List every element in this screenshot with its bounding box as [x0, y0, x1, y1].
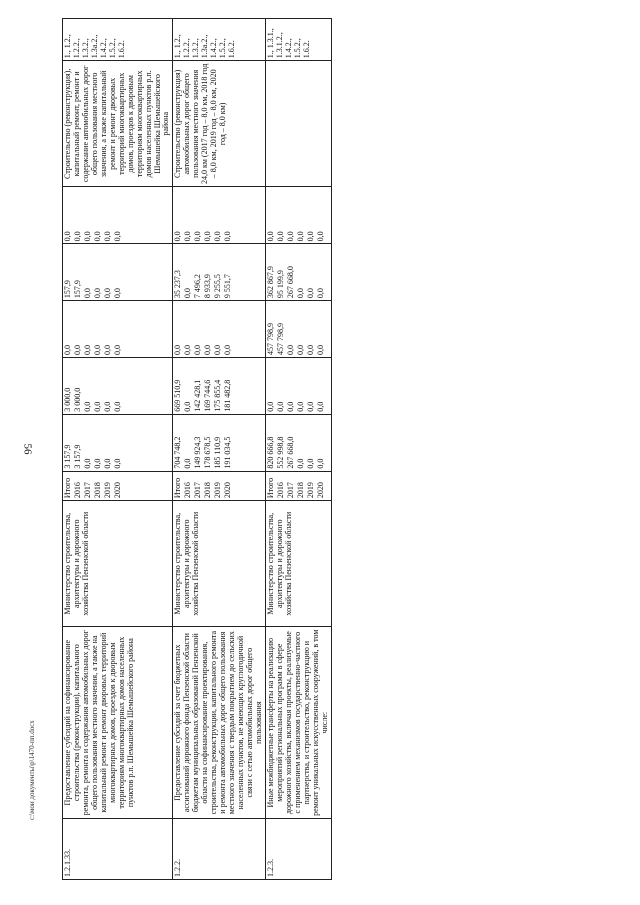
amount-value: 0,0: [305, 231, 315, 242]
expected-result: Строительство (реконструкция), капитальный ремонт, ремонт и содержание автомобильных дорог общего пользования местного значения, а также капитальный ремонт и ремонт дворовых территорий многоквартирных домов, проездов к дворовым территориям многоквартирных домов населенных пунктов р.п. Шемышейка Шемышейского района: [63, 61, 173, 187]
measure-code: 1.2.1.33.: [63, 818, 173, 879]
amount-value: 169 744,6: [203, 379, 213, 412]
amount-value: 0,0: [103, 401, 112, 412]
expected-result: Строительство (реконструкция) автомобильных дорог общего пользования местного значения 24,0 км (2017 год – 8,0 км, 2018 год – 8,0 км, 2019 год – 8,0 км, 2020 год – 8,0 км): [173, 61, 266, 187]
amount-value: 0,0: [193, 344, 203, 355]
amount-value: 0,0: [183, 231, 193, 242]
amount-cell: [265, 357, 331, 414]
amount-value: 0,0: [113, 458, 122, 469]
amount-value: 3 000,0: [73, 387, 82, 412]
amount-cell: [265, 187, 331, 244]
amount-value: 178 678,5: [203, 436, 213, 469]
amount-value: 0,0: [305, 344, 315, 355]
amount-value: 0,0: [83, 288, 92, 299]
indicator-link: 1., 1.2., 1.2.2., 1.3.2., 1.3а.2., 1.4.2., 1.5.2., 1.6.2.: [173, 19, 266, 61]
year-label: 2020: [113, 482, 122, 499]
amount-value: 267 668,0: [285, 436, 295, 469]
amount-value: 0,0: [73, 231, 82, 242]
amount-value: 0,0: [285, 344, 295, 355]
executor: Министерство строительства, архитектуры и дорожного хозяйства Пензенской области: [265, 501, 331, 627]
amount-value: 0,0: [93, 401, 102, 412]
amount-value: 0,0: [83, 401, 92, 412]
expected-result: [265, 61, 331, 187]
year-label: 2018: [203, 482, 213, 499]
year-label: 2017: [83, 482, 92, 499]
amount-value: 362 867,9: [265, 266, 275, 299]
amount-value: 0,0: [315, 401, 325, 412]
table-body: [63, 19, 332, 880]
amount-cell: [173, 301, 266, 358]
measure-code: 1.2.2.: [173, 818, 266, 879]
amount-value: 0,0: [83, 231, 92, 242]
amount-value: 191 034,5: [223, 436, 233, 469]
years-cell: [173, 471, 266, 500]
amount-value: 0,0: [295, 401, 305, 412]
year-label: 2016: [73, 482, 82, 499]
amount-value: 0,0: [113, 231, 122, 242]
table-row: [265, 19, 331, 880]
amount-value: 0,0: [275, 231, 285, 242]
year-label: 2020: [223, 482, 233, 499]
amount-value: 0,0: [183, 344, 193, 355]
year-label: 2016: [183, 482, 193, 499]
year-label: 2019: [103, 482, 112, 499]
amount-value: 0,0: [295, 231, 305, 242]
amount-cell: [63, 301, 173, 358]
year-label: 2019: [213, 482, 223, 499]
measure-name: Предоставление субсидий за счет бюджетных ассигнований дорожного фонда Пензенской области бюджетам муниципальных образований Пензенской области на софинансирование проектирования, строительства, реконструкции, капитального ремонта и ремонта автомобильных дорог общего пользования местного значения с твердым покрытием до сельских населенных пунктов, не имеющих круглогодичной связи с сетью автомобильных дорог общего пользования: [173, 627, 266, 819]
executor: Министерство строительства, архитектуры и дорожного хозяйства Пензенской области: [173, 501, 266, 627]
years-cell: [63, 471, 173, 500]
amount-value: 3 157,9: [63, 444, 72, 469]
year-label: Итого: [173, 477, 183, 499]
amount-value: 8 933,9: [203, 274, 213, 299]
amount-value: 9 255,5: [213, 274, 223, 299]
file-path-footer: c:\мои документы\p\1470-пп.docx: [28, 720, 36, 820]
amount-value: 185 110,9: [213, 436, 223, 469]
measure-name: Иные межбюджетные трансферты на реализацию мероприятий региональных программ в сфере дорожного хозяйства, включая проекты, реализуемые с применением механизмов государственно-частного партнерства, и строительство, реконструкцию и ремонт уникальных искусственных сооружений, в том числе:: [265, 627, 331, 819]
table-row: [63, 19, 173, 880]
amount-value: 0,0: [93, 288, 102, 299]
amount-value: 0,0: [203, 231, 213, 242]
year-label: 2018: [93, 482, 102, 499]
amount-value: 157,9: [73, 280, 82, 299]
amount-value: 0,0: [203, 344, 213, 355]
amount-value: 0,0: [213, 231, 223, 242]
amount-value: 0,0: [113, 344, 122, 355]
year-label: 2018: [295, 482, 305, 499]
amount-value: 0,0: [295, 458, 305, 469]
amount-value: 0,0: [285, 401, 295, 412]
amount-value: 669 510,9: [173, 379, 183, 412]
amount-value: 181 482,8: [223, 379, 233, 412]
amount-value: 157,9: [63, 280, 72, 299]
measures-table: [62, 18, 332, 880]
amount-value: 0,0: [295, 288, 305, 299]
amount-value: 457 798,9: [275, 322, 285, 355]
amount-value: 0,0: [223, 231, 233, 242]
amount-value: 0,0: [315, 231, 325, 242]
amount-value: 820 666,8: [265, 436, 275, 469]
amount-value: 267 668,0: [285, 266, 295, 299]
year-label: 2020: [315, 482, 325, 499]
table-row: [173, 19, 266, 880]
amount-value: 3 157,9: [73, 444, 82, 469]
amount-value: 95 199,9: [275, 270, 285, 299]
page-number: 56: [21, 443, 34, 455]
amount-cell: [265, 244, 331, 301]
amount-value: 0,0: [103, 458, 112, 469]
executor: Министерство строительства, архитектуры и дорожного хозяйства Пензенской области: [63, 501, 173, 627]
indicator-link: 1., 1.2., 1.2.2., 1.3.2., 1.3а.2., 1.4.2., 1.5.2., 1.6.2.: [63, 19, 173, 61]
amount-cell: [63, 357, 173, 414]
year-label: 2017: [193, 482, 203, 499]
amount-cell: [173, 244, 266, 301]
amount-value: 0,0: [183, 288, 193, 299]
amount-value: 0,0: [305, 458, 315, 469]
amount-value: 0,0: [295, 344, 305, 355]
amount-value: 149 924,3: [193, 436, 203, 469]
amount-value: 0,0: [93, 344, 102, 355]
amount-value: 0,0: [265, 231, 275, 242]
amount-cell: [265, 301, 331, 358]
amount-value: 457 798,9: [265, 322, 275, 355]
amount-value: 35 237,3: [173, 270, 183, 299]
amount-value: 0,0: [265, 401, 275, 412]
amount-value: 0,0: [275, 401, 285, 412]
amount-value: 0,0: [73, 344, 82, 355]
year-label: 2017: [285, 482, 295, 499]
amount-value: 0,0: [305, 401, 315, 412]
amount-value: 0,0: [173, 344, 183, 355]
amount-value: 9 551,7: [223, 274, 233, 299]
amount-value: 0,0: [305, 288, 315, 299]
amount-value: 0,0: [183, 458, 193, 469]
amount-cell: [63, 244, 173, 301]
year-label: 2019: [305, 482, 315, 499]
year-label: 2016: [275, 482, 285, 499]
amount-value: 0,0: [63, 344, 72, 355]
amount-value: 0,0: [103, 231, 112, 242]
amount-value: 142 428,1: [193, 379, 203, 412]
amount-cell: [265, 414, 331, 471]
amount-value: 0,0: [193, 231, 203, 242]
amount-cell: [173, 357, 266, 414]
amount-value: 0,0: [63, 231, 72, 242]
amount-value: 0,0: [315, 344, 325, 355]
amount-value: 0,0: [223, 344, 233, 355]
amount-cell: [63, 414, 173, 471]
amount-value: 0,0: [213, 344, 223, 355]
amount-value: 552 998,8: [275, 436, 285, 469]
amount-value: 0,0: [93, 458, 102, 469]
amount-value: 704 748,2: [173, 436, 183, 469]
amount-value: 0,0: [315, 288, 325, 299]
amount-value: 0,0: [93, 231, 102, 242]
amount-value: 0,0: [183, 401, 193, 412]
amount-value: 0,0: [103, 344, 112, 355]
year-label: Итого: [63, 477, 72, 499]
amount-value: 3 000,0: [63, 387, 72, 412]
measure-name: Предоставление субсидий на софинансирование строительства (реконструкции), капитального ремонта, ремонта и содержания автомобильных дорог общего пользования местного значения, а также на капитальный ремонт и ремонт дворовых территорий многоквартирных домов, проездов к дворовым территориям многоквартирных домов населенных пунктов р.п. Шемышейка Шемышейского района: [63, 627, 173, 819]
amount-value: 0,0: [113, 401, 122, 412]
amount-cell: [173, 414, 266, 471]
amount-value: 0,0: [83, 344, 92, 355]
amount-cell: [173, 187, 266, 244]
amount-value: 0,0: [173, 231, 183, 242]
program-table: [62, 18, 582, 880]
amount-value: 0,0: [103, 288, 112, 299]
amount-value: 0,0: [285, 231, 295, 242]
amount-value: 175 855,4: [213, 379, 223, 412]
amount-cell: [63, 187, 173, 244]
years-cell: [265, 471, 331, 500]
amount-value: 0,0: [83, 458, 92, 469]
amount-value: 0,0: [113, 288, 122, 299]
year-label: Итого: [265, 477, 275, 499]
indicator-link: 1., 1.3.1., 1.3.1.2., 1.4.2., 1.5.2., 1.6.2.: [265, 19, 331, 61]
measure-code: 1.2.3.: [265, 818, 331, 879]
amount-value: 7 496,2: [193, 274, 203, 299]
amount-value: 0,0: [315, 458, 325, 469]
